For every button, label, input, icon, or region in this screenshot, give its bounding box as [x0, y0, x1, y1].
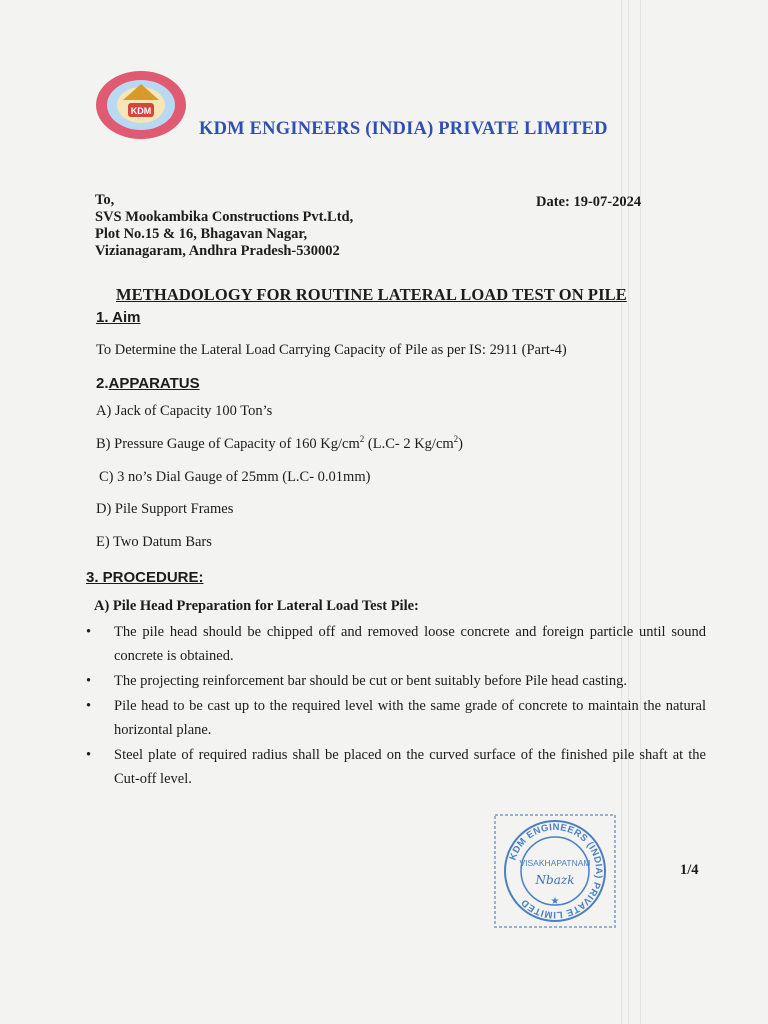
recipient-address	[95, 192, 353, 260]
page-number: 1/4	[680, 862, 699, 878]
company-logo	[95, 70, 187, 140]
signature: Nbazk	[535, 873, 575, 887]
address-to: To,	[95, 192, 115, 208]
document-date: Date: 19-07-2024	[536, 194, 642, 210]
list-item: • Steel plate of required radius shall be placed on the curved surface of the finished pile shaft at the Cut-off level.	[86, 743, 706, 791]
apparatus-number: 2.	[96, 375, 109, 392]
bullet-icon: •	[86, 747, 92, 763]
apparatus-heading-text: APPARATUS	[108, 375, 200, 392]
apparatus-item: C) 3 no’s Dial Gauge of 25mm (L.C- 0.01mm)	[99, 469, 371, 485]
company-seal-stamp	[492, 812, 618, 930]
list-item: • The projecting reinforcement bar should be cut or bent suitably before Pile head casting.	[86, 669, 706, 693]
procedure-subheading: A) Pile Head Preparation for Lateral Load Test Pile:	[94, 598, 419, 614]
address-line: Vizianagaram, Andhra Pradesh-530002	[95, 243, 340, 259]
procedure-bullet-list	[86, 620, 706, 792]
aim-heading	[96, 309, 140, 326]
scan-artifact-line	[640, 0, 641, 1024]
list-item: • Pile head to be cast up to the required level with the same grade of concrete to maintain the natural horizontal plane.	[86, 694, 706, 742]
address-line: SVS Mookambika Constructions Pvt.Ltd,	[95, 209, 354, 225]
scan-artifact-line	[628, 0, 629, 1024]
company-name: KDM ENGINEERS (INDIA) PRIVATE LIMITED	[199, 119, 608, 139]
apparatus-item: A) Jack of Capacity 100 Ton’s	[96, 403, 273, 419]
address-line: Plot No.15 & 16, Bhagavan Nagar,	[95, 226, 308, 242]
bullet-icon: •	[86, 673, 92, 689]
apparatus-item: D) Pile Support Frames	[96, 501, 234, 517]
apparatus-item: B) Pressure Gauge of Capacity of 160 $Kg/cm^2$ (L.C- 2 $Kg/cm^2$)	[96, 434, 464, 452]
document-title: METHADOLOGY FOR ROUTINE LATERAL LOAD TEST ON PILE	[116, 285, 627, 304]
aim-heading-text: 1. Aim	[96, 309, 141, 326]
bullet-icon: •	[86, 698, 92, 714]
scan-artifact-line	[621, 0, 622, 1024]
aim-text: To Determine the Lateral Load Carrying Capacity of Pile as per IS: 2911 (Part-4)	[96, 342, 567, 358]
procedure-heading-text: 3. PROCEDURE:	[86, 569, 204, 586]
procedure-heading	[86, 569, 204, 586]
list-item: • The pile head should be chipped off and removed loose concrete and foreign particle until sound concrete is obtained.	[86, 620, 706, 668]
logo-text: KDM	[130, 106, 152, 116]
seal-outer-text: KDM ENGINEERS (INDIA) PRIVATE LIMITED	[507, 821, 605, 921]
seal-city: VISAKHAPATNAM	[519, 858, 591, 868]
apparatus-item: E) Two Datum Bars	[96, 534, 212, 550]
star-icon: ★	[550, 896, 560, 907]
apparatus-heading	[96, 375, 200, 392]
bullet-icon: •	[86, 624, 92, 640]
